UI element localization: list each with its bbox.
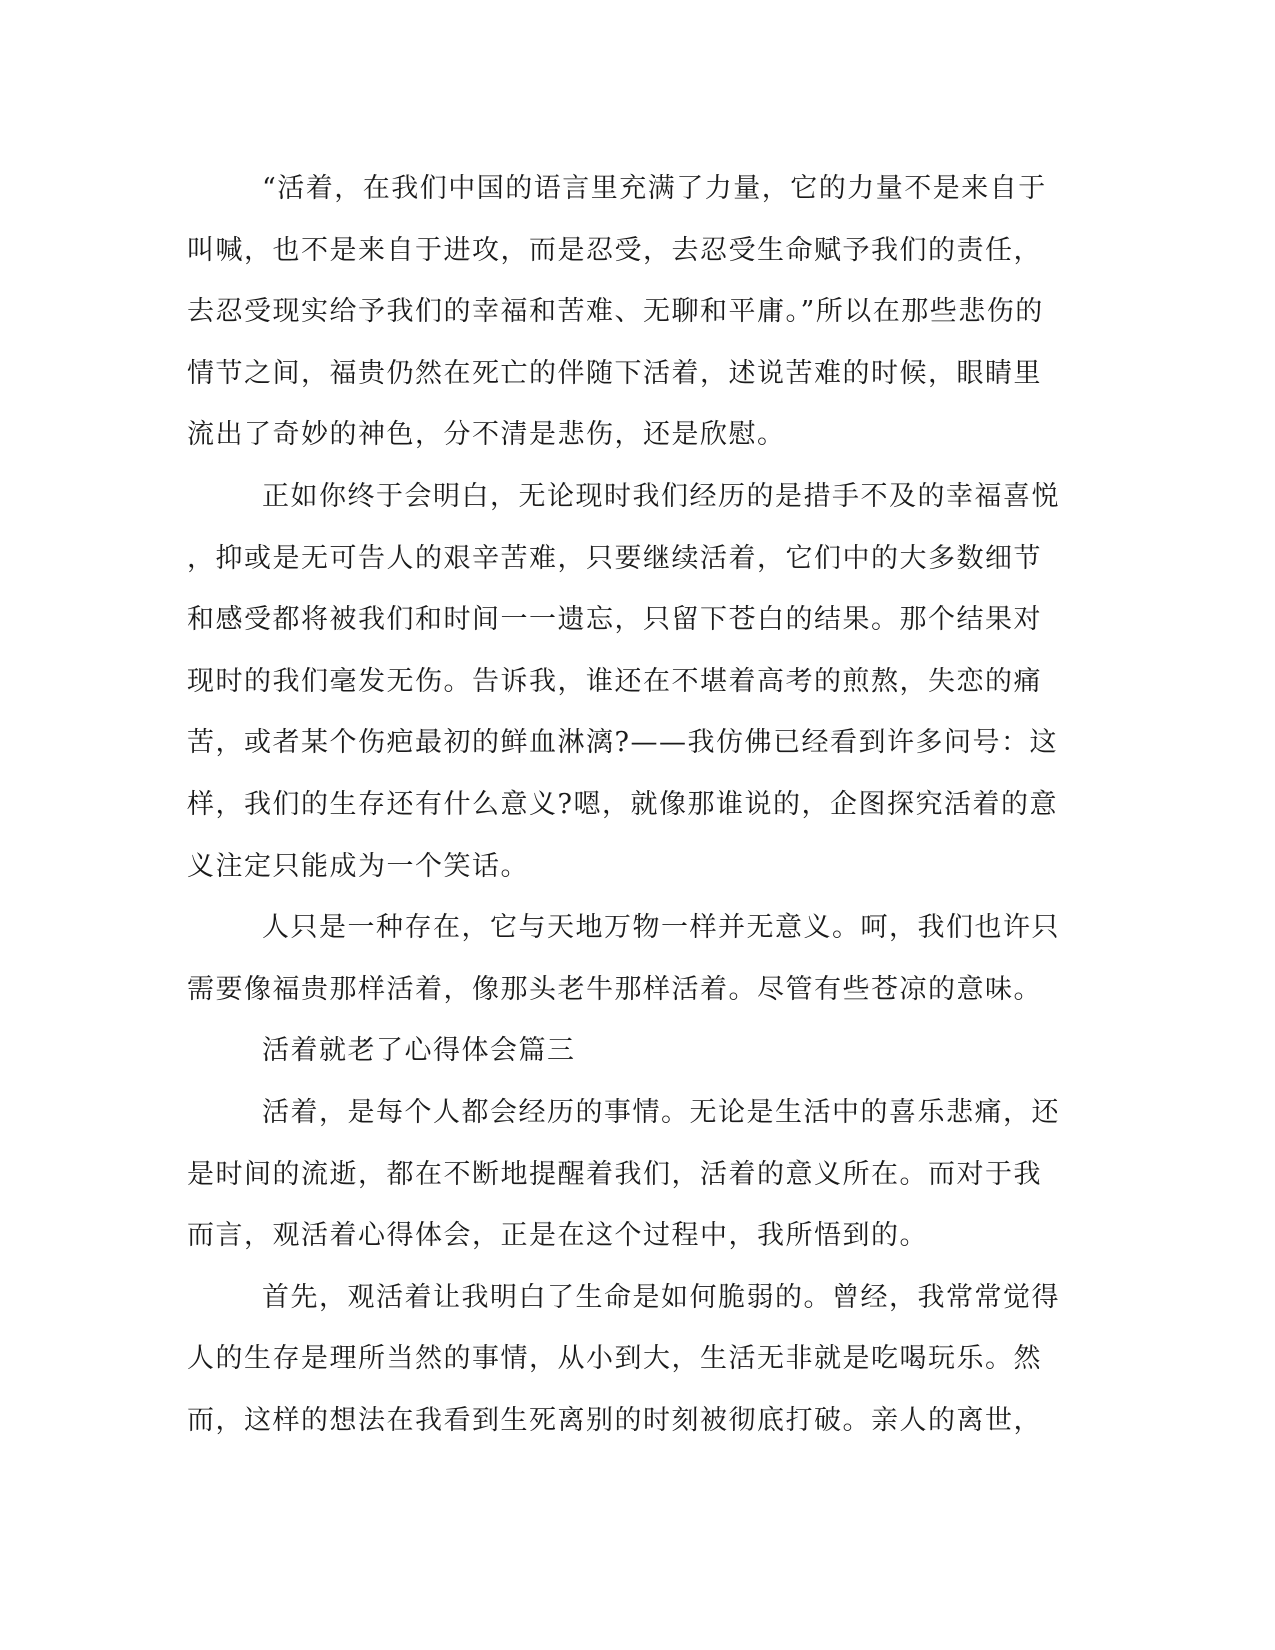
text-line: 去忍受现实给予我们的幸福和苦难、无聊和平庸。”所以在那些悲伤的	[187, 296, 1044, 328]
text-line: 叫喊，也不是来自于进攻，而是忍受，去忍受生命赋予我们的责任，	[187, 234, 1042, 266]
text-line: 是时间的流逝，都在不断地提醒着我们，活着的意义所在。而对于我	[187, 1158, 1042, 1190]
text-line: 情节之间，福贵仍然在死亡的伴随下活着，述说苦难的时候，眼睛里	[187, 357, 1042, 389]
text-line: 人的生存是理所当然的事情，从小到大，生活无非就是吃喝玩乐。然	[187, 1343, 1042, 1375]
text-line: 而，这样的想法在我看到生死离别的时刻被彻底打破。亲人的离世，	[187, 1404, 1042, 1436]
section-heading: 活着就老了心得体会篇三	[262, 1035, 576, 1067]
text-line: 活着，是每个人都会经历的事情。无论是生活中的喜乐悲痛，还	[262, 1096, 1060, 1128]
document-body	[187, 158, 1067, 1451]
text-line: 正如你终于会明白，无论现时我们经历的是措手不及的幸福喜悦	[262, 480, 1060, 512]
text-line: ，抑或是无可告人的艰辛苦难，只要继续活着，它们中的大多数细节	[187, 542, 1042, 574]
text-line: 和感受都将被我们和时间一一遗忘，只留下苍白的结果。那个结果对	[187, 604, 1042, 636]
text-line: “活着，在我们中国的语言里充满了力量，它的力量不是来自于	[262, 173, 1047, 204]
text-line: 需要像福贵那样活着，像那头老牛那样活着。尽管有些苍凉的意味。	[187, 973, 1042, 1005]
text-line: 流出了奇妙的神色，分不清是悲伤，还是欣慰。	[187, 419, 786, 451]
text-line: 苦，或者某个伤疤最初的鲜血淋漓?——我仿佛已经看到许多问号：这	[187, 727, 1058, 759]
text-line: 人只是一种存在，它与天地万物一样并无意义。呵，我们也许只	[262, 912, 1060, 944]
text-line: 义注定只能成为一个笑话。	[187, 850, 529, 882]
text-line: 现时的我们毫发无伤。告诉我，谁还在不堪着高考的煎熬，失恋的痛	[187, 665, 1042, 697]
text-line: 而言，观活着心得体会，正是在这个过程中，我所悟到的。	[187, 1220, 928, 1252]
text-line: 样，我们的生存还有什么意义?嗯，就像那谁说的，企图探究活着的意	[187, 788, 1058, 820]
text-line: 首先，观活着让我明白了生命是如何脆弱的。曾经，我常常觉得	[262, 1281, 1060, 1313]
